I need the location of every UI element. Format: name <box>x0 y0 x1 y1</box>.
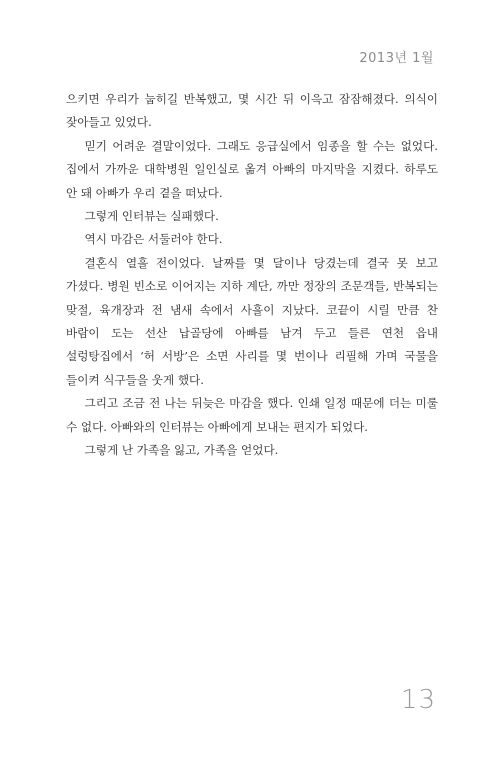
paragraph-4: 역시 마감은 서둘러야 한다. <box>84 232 223 247</box>
paragraph-2: 믿기 어려운 결말이었다. 그래도 응급실에서 임종을 할 수는 없었다. 집에서 가까운 대학병원 일인실로 옮겨 아빠의 마지막을 지켰다. 하루도 안 돼 아빠가 우리 곁을 떠났다. <box>66 138 438 200</box>
paragraph-3: 그렇게 인터뷰는 실패했다. <box>84 209 219 224</box>
paragraph-6: 그리고 조금 전 나는 뒤늦은 마감을 했다. 인쇄 일정 때문에 더는 미룰 수 없다. 아빠와의 인터뷰는 아빠에게 보내는 편지가 되었다. <box>66 396 438 434</box>
paragraph-5: 결혼식 열흘 전이었다. 날짜를 몇 달이나 당겼는데 결국 못 보고 가셨다. 병원 빈소로 이어지는 지하 계단, 까만 정장의 조문객들, 반복되는 맞절, 육개장과 전 냄새 속에서 사흘이 지났다. 코끝이 시릴 만큼 찬 바람이 도는 선산 납골당에 아빠를 남겨 두고 들른 연천 읍내 설렁탕집에서 ‘허 서방’은 소면 사리를 몇 번이나 리필해 가며 국물을 들이켜 식구들을 웃게 했다. <box>66 255 438 387</box>
page-number: 13 <box>400 685 436 715</box>
body-text <box>66 88 438 463</box>
paragraph-7: 그렇게 난 가족을 잃고, 가족을 얻었다. <box>84 443 279 458</box>
paragraph-1: 으키면 우리가 눕히길 반복했고, 몇 시간 뒤 이윽고 잠잠해졌다. 의식이 잦아들고 있었다. <box>66 92 438 130</box>
running-header: 2013년 1월 <box>359 51 434 66</box>
